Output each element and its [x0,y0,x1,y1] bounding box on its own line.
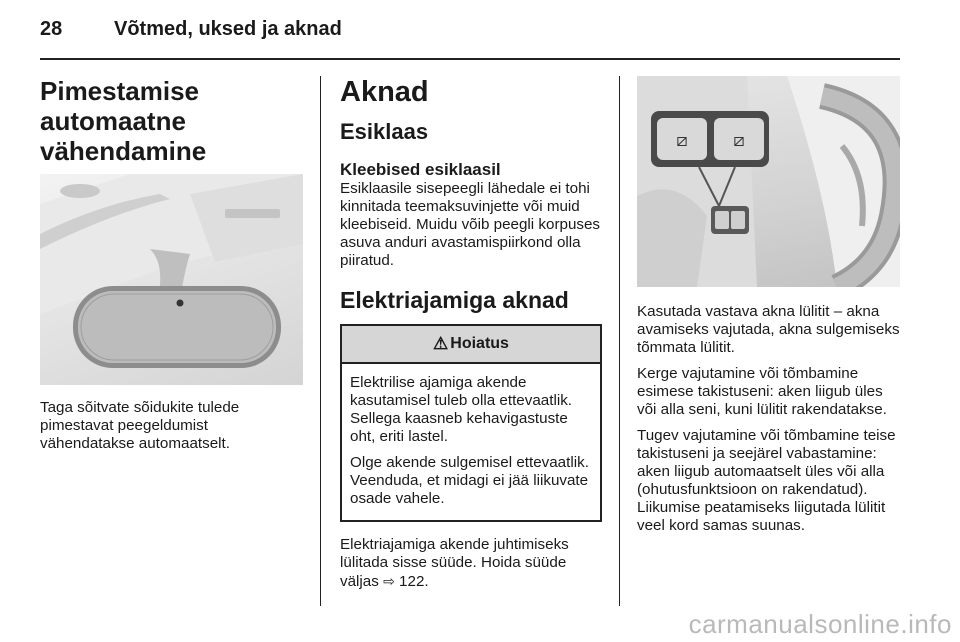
section-title-auto-dimming: Pimestamise automaatne vähendamine [40,76,207,166]
window-switch-paragraph-3: Tugev vajutamine või tõmbamine teise takistuseni ja seejärel vabastamine: aken liigub automaatselt üles või alla (ohutusfunktsioon on rakendatud). Liikumise peatamiseks liigutada lülitit veel kord samas suunas. [637,427,896,534]
subsection-title-windscreen: Esiklaas [340,119,429,144]
column-divider-left [320,76,321,606]
left-column [40,70,304,461]
ignition-paragraph-end: . [424,573,429,590]
svg-text:⧄: ⧄ [676,130,688,151]
watermark: carmanualsonline.info [688,609,952,639]
ignition-paragraph-text: Elektriajamiga akende juhtimiseks lülitada sisse süüde. Hoida süüde väljas [340,536,569,590]
right-column [637,70,901,543]
warning-triangle-icon: ⚠ [433,334,449,353]
warning-paragraph-2: Olge akende sulgemisel ettevaatlik. Veenduda, et midagi ei jää liikuvate osade vahele. [350,454,589,507]
warning-title: Hoiatus [450,335,509,352]
warning-box [340,324,602,522]
page-number: 28 [40,18,63,40]
page-reference-icon: ⇨ [383,573,395,589]
header-rule [40,58,900,60]
warning-body [342,364,600,520]
warning-paragraph-1: Elektrilise ajamiga akende kasutamisel tuleb olla ettevaatlik. Sellega kaasneb kehavigastuste oht, eriti lastel. [350,374,573,445]
rearview-mirror-illustration [40,174,303,385]
auto-dimming-paragraph: Taga sõitvate sõidukite tulede pimestavat peegeldumist vähendatakse automaatselt. [40,399,240,452]
window-switch-illustration [637,76,900,287]
window-switch-paragraph-2: Kerge vajutamine või tõmbamine esimese takistuseni: aken liigub üles või alla seni, kuni lülitit rakendatakse. [637,365,887,418]
page-reference-number[interactable]: 122 [399,573,425,590]
chapter-title: Võtmed, uksed ja aknad [114,18,342,40]
ignition-paragraph [340,536,602,591]
subsection-title-stickers: Kleebised esiklaasil [340,160,501,179]
svg-text:⧄: ⧄ [733,130,745,151]
middle-column [340,70,602,599]
section-title-power-windows: Elektriajamiga aknad [340,287,569,313]
section-title-windows: Aknad [340,76,429,108]
window-switch-paragraph-1: Kasutada vastava akna lülitit – akna avamiseks vajutada, akna sulgemiseks tõmmata lülitit. [637,303,900,356]
windscreen-stickers-paragraph: Esiklaasile sisepeegli lähedale ei tohi kinnitada teemaksuvinjette või muid kleebiseid. Muidu võib peegli korpuses asuva anduri avastamispiirkond olla piiratud. [340,180,601,269]
warning-header [342,326,600,364]
column-divider-right [619,76,620,606]
